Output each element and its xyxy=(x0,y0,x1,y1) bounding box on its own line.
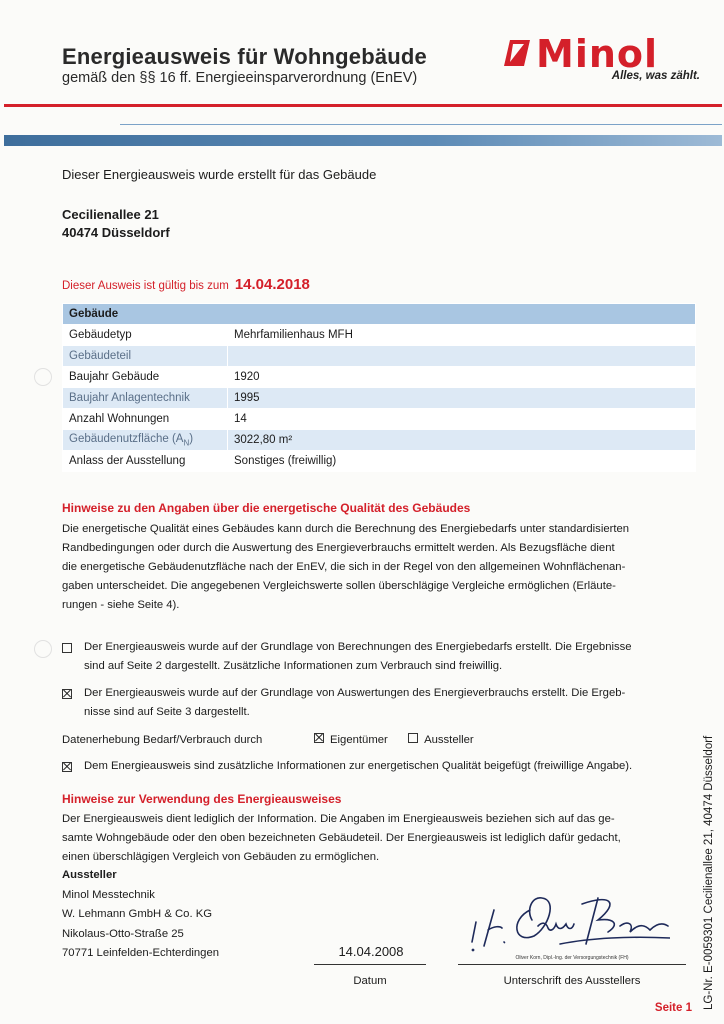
punch-hole xyxy=(34,368,52,386)
row-value: Sonstiges (freiwillig) xyxy=(228,451,696,472)
date-caption: Datum xyxy=(353,975,387,987)
text-line: sind auf Seite 2 dargestellt. Zusätzliche Informationen zum Verbrauch sind freiwillig. xyxy=(84,660,503,672)
handwritten-signature xyxy=(470,880,670,952)
row-value: 3022,80 m² xyxy=(228,430,696,451)
table-row xyxy=(63,409,696,430)
issuer-line: Minol Messtechnik xyxy=(62,888,155,901)
table-row xyxy=(63,367,696,388)
data-collection-options xyxy=(314,731,474,750)
validity-label: Dieser Ausweis ist gültig bis zum xyxy=(62,280,229,292)
text-line: Der Energieausweis wurde auf der Grundlage von Auswertungen des Energieverbrauchs erstellt. Die Ergeb- xyxy=(84,687,626,699)
data-collection-label: Datenerhebung Bedarf/Verbrauch durch xyxy=(62,734,263,746)
address-city: 40474 Düsseldorf xyxy=(62,225,170,240)
building-table xyxy=(62,303,696,472)
side-reference: LG-Nr. E-0059301 Cecilienallee 21, 40474 Düsseldorf xyxy=(703,735,715,1010)
table-row xyxy=(63,430,696,451)
text-line: gaben unterscheidet. Die angegebenen Vergleichswerte sollen überschlägige Vergleiche ermöglichen (Erläute- xyxy=(62,580,616,592)
document-subtitle: gemäß den §§ 16 ff. Energieeinsparverordnung (EnEV) xyxy=(62,70,418,86)
issuer-line: W. Lehmann GmbH & Co. KG xyxy=(62,908,213,920)
option-consumption-based xyxy=(62,684,698,722)
header-rule-blue xyxy=(4,135,722,146)
option-additional-info xyxy=(62,757,722,776)
row-value: 1920 xyxy=(228,367,696,388)
option-demand-based xyxy=(62,638,698,676)
text-line: nisse sind auf Seite 3 dargestellt. xyxy=(84,706,250,718)
row-value xyxy=(228,346,696,367)
text-line: samte Wohngebäude oder den oben bezeichneten Gebäudeteil. Der Energieausweis ist lediglich dafür gedacht, xyxy=(62,832,621,844)
additional-info-checkbox[interactable] xyxy=(62,762,72,772)
issuer-heading: Aussteller xyxy=(62,869,117,881)
row-value: 1995 xyxy=(228,388,696,409)
quality-section-title: Hinweise zu den Angaben über die energetische Qualität des Gebäudes xyxy=(62,501,471,515)
owner-checkbox[interactable] xyxy=(314,733,324,743)
quality-section-text xyxy=(62,520,698,615)
text-line: rungen - siehe Seite 4). xyxy=(62,599,180,611)
page-number: Seite 1 xyxy=(654,1002,692,1014)
text-line: die energetische Gebäudenutzfläche nach der EnEV, die sich in der Regel von den allgemeinen Wohnflächenan- xyxy=(62,561,626,573)
demand-based-checkbox[interactable] xyxy=(62,643,72,653)
row-label-text: Gebäudenutzfläche (A xyxy=(69,432,184,445)
signer-printed-name: Oliver Korn, Dipl.-Ing. der Versorgungstechnik (FH) xyxy=(515,955,629,961)
logo-wordmark: Minol xyxy=(536,32,659,76)
owner-label: Eigentümer xyxy=(330,734,388,746)
signature-line xyxy=(458,964,686,965)
issuer-checkbox[interactable] xyxy=(408,733,418,743)
validity-date: 14.04.2018 xyxy=(234,276,310,293)
issuer-block xyxy=(62,866,219,964)
row-label xyxy=(63,430,228,451)
logo-tagline: Alles, was zählt. xyxy=(611,70,700,82)
row-label: Anzahl Wohnungen xyxy=(63,409,228,430)
signature-caption: Unterschrift des Ausstellers xyxy=(503,975,641,987)
row-value: 14 xyxy=(228,409,696,430)
intro-text: Dieser Energieausweis wurde erstellt für das Gebäude xyxy=(62,167,377,182)
row-label-subscript: N xyxy=(183,438,190,448)
table-row xyxy=(63,325,696,346)
table-header-row xyxy=(63,304,696,325)
building-address xyxy=(62,206,170,242)
usage-section-title: Hinweise zur Verwendung des Energieausweises xyxy=(62,792,342,806)
validity-line xyxy=(62,276,310,293)
text-line: Der Energieausweis wurde auf der Grundlage von Berechnungen des Energiebedarfs erstellt. Die Ergebnisse xyxy=(84,641,632,653)
text-line: einen überschlägigen Vergleich von Gebäuden zu ermöglichen. xyxy=(62,851,380,863)
header-rule-blue-thin xyxy=(120,124,722,125)
text-line: Die energetische Qualität eines Gebäudes kann durch die Berechnung des Energiebedarfs unter standardisierten xyxy=(62,523,630,535)
minol-logo xyxy=(502,34,702,86)
issuer-line: Nikolaus-Otto-Straße 25 xyxy=(62,927,184,940)
table-row xyxy=(63,451,696,472)
table-row xyxy=(63,388,696,409)
header-rule-red xyxy=(4,104,722,107)
row-value: Mehrfamilienhaus MFH xyxy=(228,325,696,346)
row-label: Baujahr Anlagentechnik xyxy=(63,388,228,409)
row-label: Anlass der Ausstellung xyxy=(63,451,228,472)
usage-section-text xyxy=(62,810,698,867)
text-line: Der Energieausweis dient lediglich der Information. Die Angaben im Energieausweis beziehen sich auf das ge- xyxy=(62,813,615,825)
data-collection-line xyxy=(62,731,262,750)
row-label-end: ) xyxy=(189,432,194,445)
issuer-line: 70771 Leinfelden-Echterdingen xyxy=(62,947,220,959)
logo-mark-icon xyxy=(502,38,532,68)
punch-hole xyxy=(34,640,52,658)
address-street: Cecilienallee 21 xyxy=(62,207,159,222)
signature-date: 14.04.2008 xyxy=(338,944,404,959)
issuer-label: Aussteller xyxy=(424,734,474,746)
date-line xyxy=(314,964,426,965)
row-label: Gebäudeteil xyxy=(63,346,228,367)
table-header: Gebäude xyxy=(63,304,696,325)
text-line: Randbedingungen oder durch die Auswertung des Energieverbrauchs ermittelt werden. Als Bezugsfläche dient xyxy=(62,542,615,554)
row-label: Baujahr Gebäude xyxy=(63,367,228,388)
consumption-based-checkbox[interactable] xyxy=(62,689,72,699)
document-title: Energieausweis für Wohngebäude xyxy=(62,44,427,69)
table-row xyxy=(63,346,696,367)
additional-info-text: Dem Energieausweis sind zusätzliche Informationen zur energetischen Qualität beigefügt (freiwillige Angabe). xyxy=(84,760,633,772)
row-label: Gebäudetyp xyxy=(63,325,228,346)
